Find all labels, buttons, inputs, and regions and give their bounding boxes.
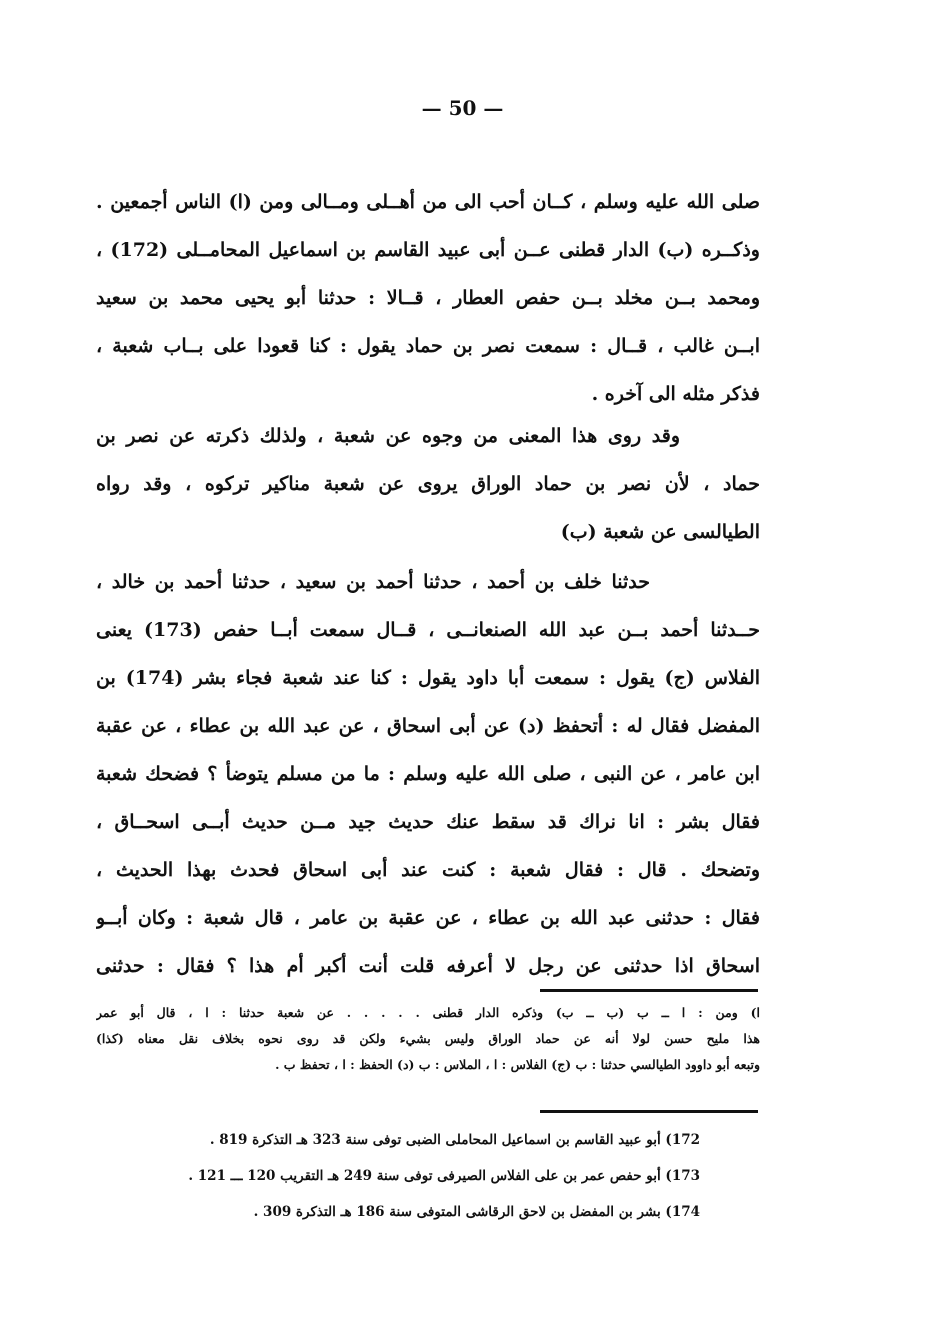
variant-notes — [96, 1000, 760, 1078]
variant-note-line: ا) ومن : ا ــ ب (ب ــ ب) وذكره الدار قطنى . . . . . عن شعبة حدثنا : ا ، قال أبو عمر — [96, 1005, 760, 1020]
biographical-note: 174) بشر بن المفضل بن لاحق الرقاشى المتوفى سنة 186 هـ التذكرة 309 . — [253, 1204, 700, 1220]
text-line: ابن عامر ، عن النبى ، صلى الله عليه وسلم : ما من مسلم يتوضأ ؟ فضحك شعبة — [96, 763, 760, 785]
text-line: الفلاس (ج) يقول : سمعت أبا داود يقول : كنا عند شعبة فجاء بشر (174) بن — [96, 667, 760, 689]
biographical-notes — [120, 1122, 700, 1230]
biographical-note: 172) أبو عبيد القاسم بن اسماعيل المحاملى الضبى توفى سنة 323 هـ التذكرة 819 . — [209, 1132, 700, 1148]
text-line: فقال : حدثنى عبد الله بن عطاء ، عن عقبة بن عامر ، قال شعبة : وكان أبــو — [96, 907, 760, 929]
paragraph-2 — [96, 412, 760, 556]
text-line: اسحاق اذا حدثنى عن رجل لا أعرفه قلت أنت أكبر أم هذا ؟ فقال : حدثنى — [96, 955, 760, 977]
paragraph-3 — [96, 558, 760, 990]
text-line: ابــن غالب ، قــال : سمعت نصر بن حماد يقول : كنا قعودا على بــاب شعبة ، — [96, 335, 760, 357]
text-line: فذكر مثله الى آخره . — [591, 383, 760, 405]
text-line: حــدثنا أحمد بــن عبد الله الصنعانــى ، قــال سمعت أبــا حفص (173) يعنى — [96, 619, 760, 641]
text-line: فقال بشر : انا نراك قد سقط عنك حديث جيد مــن حديث أبــى اسحــاق ، — [96, 811, 760, 833]
variant-note-line: هذا مليح حسن لولا أنه عن حماد الوراق وليس بشيء ولكن قد روى نحوه بخلاف نقل معناه (كذا) — [96, 1031, 760, 1046]
text-line: وذكــره (ب) الدار قطنى عــن أبى عبيد القاسم بن اسماعيل المحامــلى (172) ، — [96, 239, 760, 261]
text-line: الطيالسى عن شعبة (ب) — [560, 521, 760, 543]
biographical-note: 173) أبو حفص عمر بن على الفلاس الصيرفى توفى سنة 249 هـ التقريب 120 ـــ 121 . — [188, 1168, 700, 1184]
paragraph-1 — [96, 178, 760, 418]
text-line: حدثنا خلف بن أحمد ، حدثنا أحمد بن سعيد ، حدثنا أحمد بن خالد ، — [96, 571, 650, 593]
text-line: وقد روى هذا المعنى من وجوه عن شعبة ، ولذلك ذكرته عن نصر بن — [96, 425, 680, 447]
page-number: — 50 — — [421, 96, 504, 120]
text-line: حماد ، لأن نصر بن حماد الوراق يروى عن شعبة مناكير تركوه ، وقد رواه — [96, 473, 760, 495]
footnote-separator — [540, 989, 758, 992]
text-line: صلى الله عليه وسلم ، كــان أحب الى من أهــلى ومــالى ومن (ا) الناس أجمعين . — [96, 191, 760, 213]
text-line: وتضحك . قال : فقال شعبة : كنت عند أبى اسحاق فحدث بهذا الحديث ، — [96, 859, 760, 881]
text-line: المفضل فقال له : أتحفظ (د) عن أبى اسحاق ، عن عبد الله بن عطاء ، عن عقبة — [96, 715, 760, 737]
text-line: ومحمد بــن مخلد بــن حفص العطار ، قــالا : حدثنا أبو يحيى محمد بن سعيد — [96, 287, 760, 309]
variant-note-line: وتبعه أبو داوود الطيالسي حدثنا : ب (ج) الفلاس : ا ، الملاس : ب (د) الحفظ : ا ، تحفظ ب . — [275, 1057, 760, 1072]
footnote-separator — [540, 1110, 758, 1113]
